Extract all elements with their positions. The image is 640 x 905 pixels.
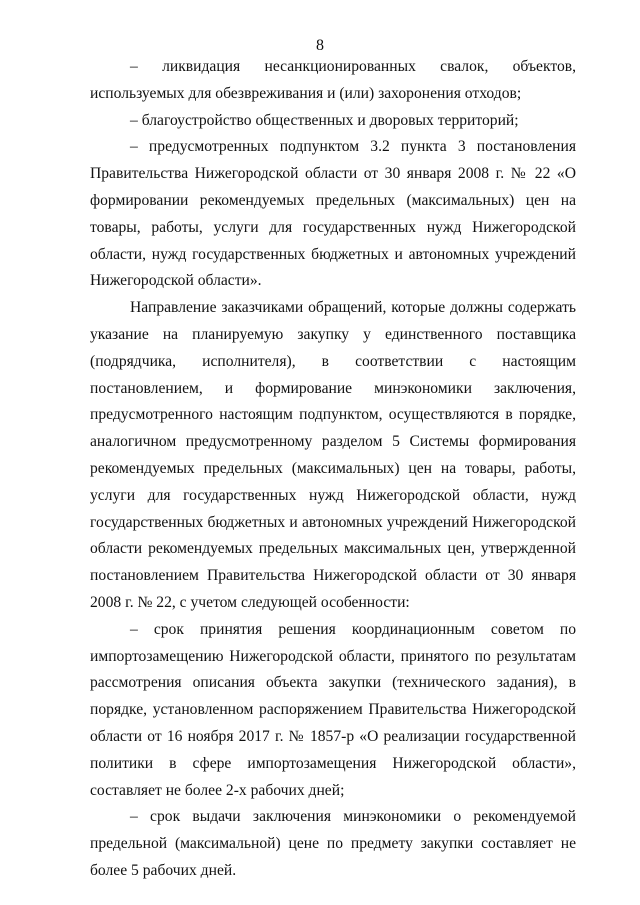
- paragraph-landfill-liquidation: – ликвидация несанкционированных свалок, объектов, используемых для обезвреживания и (или) захоронения отходов;: [90, 58, 576, 102]
- paragraph-subclause-reference: – предусмотренных подпунктом 3.2 пункта 3 постановления Правительства Нижегородской области от 30 января 2008 г. № 22 «О формировании рекомендуемых предельных (максимальных) цен на товары, работы, услуги для государственных нужд Нижегородской области, нужд государственных бюджетных и автономных учреждений Нижегородской области».: [90, 138, 576, 290]
- document-body: [90, 54, 576, 885]
- paragraph-procedure: Направление заказчиками обращений, которые должны содержать указание на планируемую закупку у единственного поставщика (подрядчика, исполнителя), в соответствии с настоящим постановлением, и формирование минэкономики заключения, предусмотренного настоящим подпунктом, осуществляются в порядке, аналогичном предусмотренному разделом 5 Системы формирования рекомендуемых предельных (максимальных) цен на товары, работы, услуги для государственных нужд Нижегородской области, нужд государственных бюджетных и автономных учреждений Нижегородской области рекомендуемых предельных максимальных цен, утвержденной постановлением Правительства Нижегородской области от 30 января 2008 г. № 22, с учетом следующей особенности:: [90, 299, 576, 611]
- page-number: 8: [316, 37, 324, 54]
- paragraph-conclusion-deadline: – срок выдачи заключения минэкономики о рекомендуемой предельной (максимальной) цене по предмету закупки составляет не более 5 рабочих дней.: [90, 808, 576, 879]
- paragraph-council-deadline: – срок принятия решения координационным советом по импортозамещению Нижегородской области, принятого по результатам рассмотрения описания объекта закупки (технического задания), в порядке, установленном распоряжением Правительства Нижегородской области от 16 ноября 2017 г. № 1857-р «О реализации государственной политики в сфере импортозамещения Нижегородской области», составляет не более 2-х рабочих дней;: [90, 620, 576, 799]
- paragraph-territory-improvement: – благоустройство общественных и дворовых территорий;: [130, 111, 519, 129]
